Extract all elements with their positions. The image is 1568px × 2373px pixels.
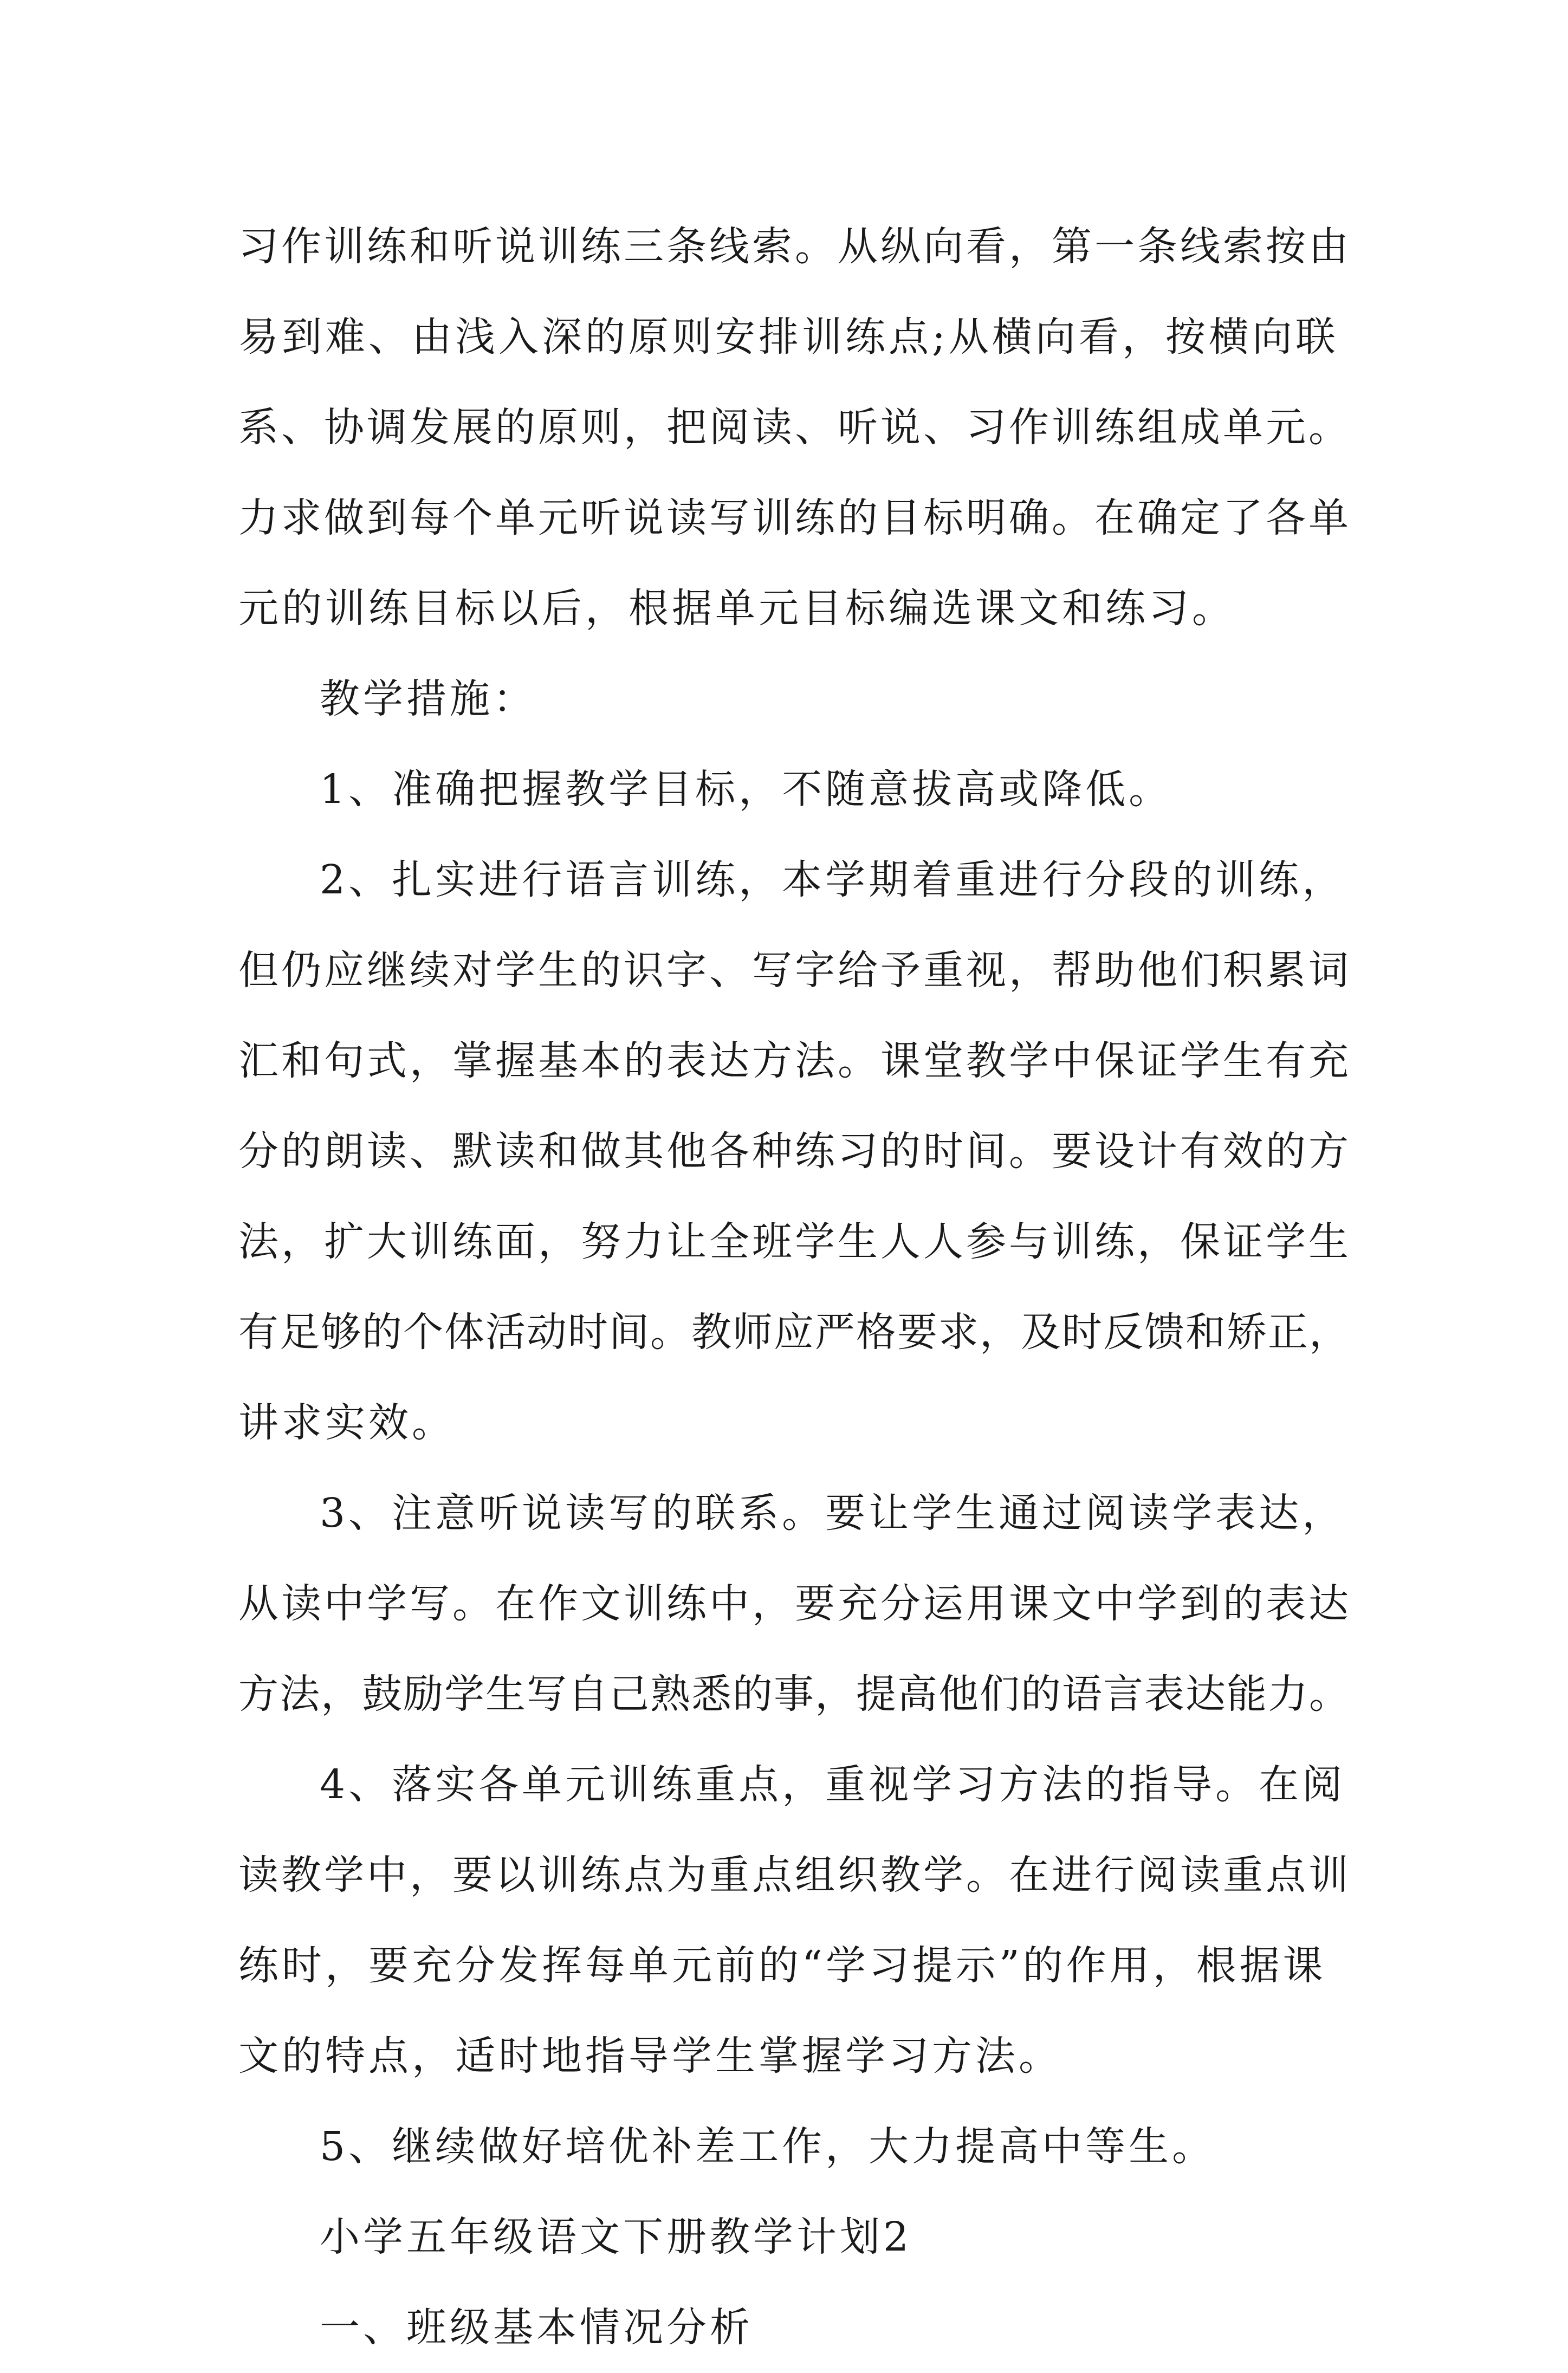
text-line: 汇和句式，掌握基本的表达方法。课堂教学中保证学生有充 [238, 1038, 1351, 1084]
document-body [238, 202, 1355, 2373]
text-line: 易到难、由浅入深的原则安排训练点;从横向看，按横向联 [238, 314, 1339, 360]
text-line: 读教学中，要以训练点为重点组织教学。在进行阅读重点训 [238, 1852, 1351, 1898]
text-line: 力求做到每个单元听说读写训练的目标明确。在确定了各单 [238, 495, 1351, 541]
list-item: 2、扎实进行语言训练，本学期着重进行分段的训练， [320, 857, 1346, 903]
list-item: 5、继续做好培优补差工作，大力提高中等生。 [320, 2123, 1216, 2170]
text-line: 从读中学写。在作文训练中，要充分运用课文中学到的表达 [238, 1580, 1351, 1627]
list-item: 3、注意听说读写的联系。要让学生通过阅读学表达， [320, 1490, 1346, 1536]
text-line: 讲求实效。 [238, 1399, 455, 1446]
text-line: 系、协调发展的原则，把阅读、听说、习作训练组成单元。 [238, 404, 1351, 451]
text-line: 文的特点，适时地指导学生掌握学习方法。 [238, 2033, 1062, 2079]
text-line: 有足够的个体活动时间。教师应严格要求，及时反馈和矫正， [238, 1309, 1350, 1356]
text-line: 练时，要充分发挥每单元前的“学习提示”的作用，根据课 [238, 1942, 1326, 1989]
text-line: 但仍应继续对学生的识字、写字给予重视，帮助他们积累词 [238, 947, 1351, 994]
list-item: 4、落实各单元训练重点，重视学习方法的指导。在阅 [320, 1761, 1346, 1808]
section-heading: 教学措施： [320, 676, 536, 722]
list-item: 1、准确把握教学目标，不随意拔高或降低。 [320, 766, 1172, 813]
text-line: 法，扩大训练面，努力让全班学生人人参与训练，保证学生 [238, 1218, 1351, 1265]
text-line: 元的训练目标以后，根据单元目标编选课文和练习。 [238, 585, 1235, 632]
text-line: 分的朗读、默读和做其他各种练习的时间。要设计有效的方 [238, 1128, 1351, 1175]
section-heading: 一、班级基本情况分析 [320, 2304, 753, 2351]
text-line: 方法，鼓励学生写自己熟悉的事，提高他们的语言表达能力。 [238, 1671, 1350, 1717]
text-line: 习作训练和听说训练三条线索。从纵向看，第一条线索按由 [238, 223, 1351, 270]
document-title: 小学五年级语文下册教学计划2 [320, 2214, 912, 2260]
